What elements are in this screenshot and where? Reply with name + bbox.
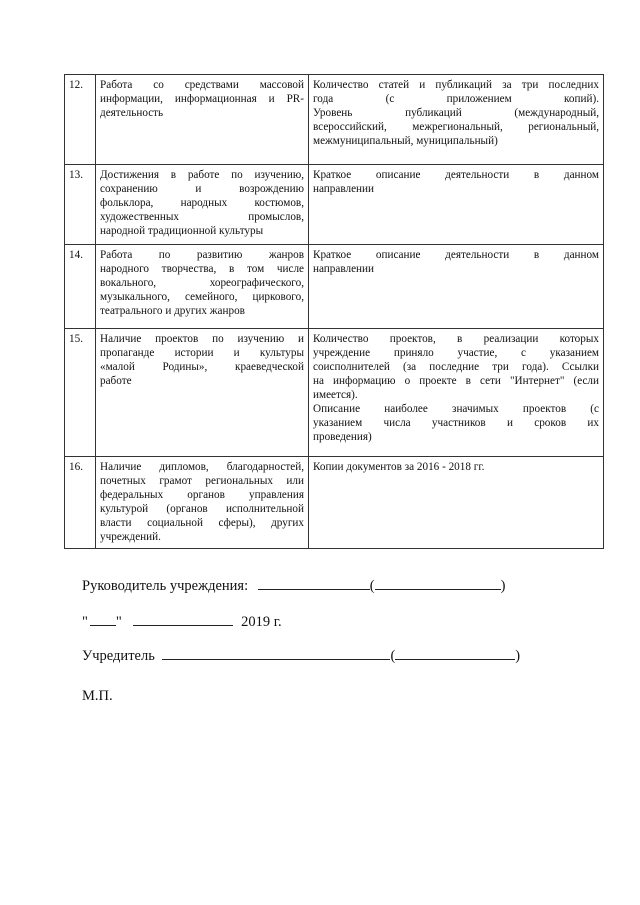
criterion-name (96, 329, 309, 457)
criterion-name-line: театрального и других жанров (100, 305, 245, 317)
date-quote-close: " (115, 614, 122, 630)
criterion-name-line: власти социальной сферы), других (100, 517, 304, 529)
criterion-description-line: Краткое описание деятельности в данном (313, 169, 599, 181)
date-line (82, 613, 282, 631)
criterion-name-line: художественных промыслов, (100, 211, 304, 223)
table-row (65, 457, 604, 549)
criterion-description-line: указанием числа участников и сроков их (313, 417, 599, 429)
date-quote-open: " (82, 614, 88, 630)
table-row (65, 75, 604, 165)
criterion-description-line: направлении (313, 183, 374, 195)
criterion-name-line: учреждений. (100, 531, 161, 543)
criterion-name (96, 245, 309, 329)
date-year: 2019 г. (241, 614, 282, 630)
criterion-description (309, 75, 604, 165)
criterion-description-line: Уровень публикаций (международный, (313, 107, 599, 119)
criterion-name (96, 75, 309, 165)
date-month-blank (133, 613, 233, 626)
row-number: 14. (65, 245, 96, 329)
criterion-description-line: Количество статей и публикаций за три последних (313, 79, 599, 91)
seal-line (82, 688, 113, 705)
row-number: 16. (65, 457, 96, 549)
criterion-name-line: «малой Родины», краеведческой (100, 361, 304, 373)
criterion-description-line: имеется). (313, 389, 358, 401)
criterion-description (309, 245, 604, 329)
criterion-name-line: сохранению и возрождению (100, 183, 304, 195)
criterion-name-line: культурой (органов исполнительной (100, 503, 304, 515)
founder-label: Учредитель (82, 648, 155, 664)
criterion-name-line: почетных грамот региональных или (100, 475, 304, 487)
criterion-description-line: на информацию о проекте в сети "Интернет" (если (313, 375, 599, 387)
criterion-description-line: направлении (313, 263, 374, 275)
founder-close-paren: ) (515, 648, 521, 664)
head-label: Руководитель учреждения: (82, 578, 249, 594)
criterion-description-line: Количество проектов, в реализации которых (313, 333, 599, 345)
criterion-name-line: фольклора, народных костюмов, (100, 197, 304, 209)
criteria-table (64, 74, 604, 549)
head-name-blank (375, 577, 501, 590)
criterion-description-line: проведения) (313, 431, 372, 443)
seal-label: М.П. (82, 688, 113, 704)
criterion-name-line: народной традиционной культуры (100, 225, 264, 237)
founder-signature-line (82, 647, 520, 665)
criterion-name-line: деятельность (100, 107, 164, 119)
table-row (65, 165, 604, 245)
table-row (65, 245, 604, 329)
criterion-name (96, 457, 309, 549)
criterion-name-line: Наличие проектов по изучению и (100, 333, 304, 345)
criterion-name-line: Работа со средствами массовой (100, 79, 304, 91)
founder-signature-blank (162, 647, 390, 660)
criterion-name-line: народного творчества, в том числе (100, 263, 304, 275)
criterion-description (309, 457, 604, 549)
criterion-description-line: всероссийский, межрегиональный, региональный, (313, 121, 599, 133)
head-close-paren: ) (500, 578, 506, 594)
date-day-blank (90, 613, 116, 626)
head-open-paren: ( (369, 578, 375, 594)
criterion-name-line: музыкального, семейного, циркового, (100, 291, 304, 303)
row-number: 15. (65, 329, 96, 457)
row-number: 12. (65, 75, 96, 165)
criterion-description (309, 329, 604, 457)
criterion-description-line: года (с приложением копий). (313, 93, 599, 105)
row-number: 13. (65, 165, 96, 245)
criterion-name-line: вокального, хореографического, (100, 277, 304, 289)
founder-open-paren: ( (390, 648, 396, 664)
criterion-description-line: межмуниципальный, муниципальный) (313, 135, 498, 147)
criterion-name-line: пропаганде истории и культуры (100, 347, 304, 359)
criterion-description-line: Копии документов за 2016 - 2018 гг. (313, 461, 485, 473)
criterion-description-line: соисполнителей (за последние три года). Ссылки (313, 361, 599, 373)
head-signature-blank (258, 577, 370, 590)
criterion-name-line: Работа по развитию жанров (100, 249, 304, 261)
criterion-name-line: Достижения в работе по изучению, (100, 169, 304, 181)
founder-name-blank (395, 647, 515, 660)
criterion-name-line: федеральных органов управления (100, 489, 304, 501)
criterion-description-line: Краткое описание деятельности в данном (313, 249, 599, 261)
head-signature-line (82, 577, 505, 595)
criterion-name-line: информации, информационная и PR- (100, 93, 304, 105)
criterion-description (309, 165, 604, 245)
table-row (65, 329, 604, 457)
criteria-table-body (65, 75, 604, 549)
criterion-name-line: работе (100, 375, 132, 387)
criterion-description-line: учреждение приняло участие, с указанием (313, 347, 599, 359)
criterion-description-line: Описание наиболее значимых проектов (с (313, 403, 599, 415)
criterion-name (96, 165, 309, 245)
criterion-name-line: Наличие дипломов, благодарностей, (100, 461, 304, 473)
